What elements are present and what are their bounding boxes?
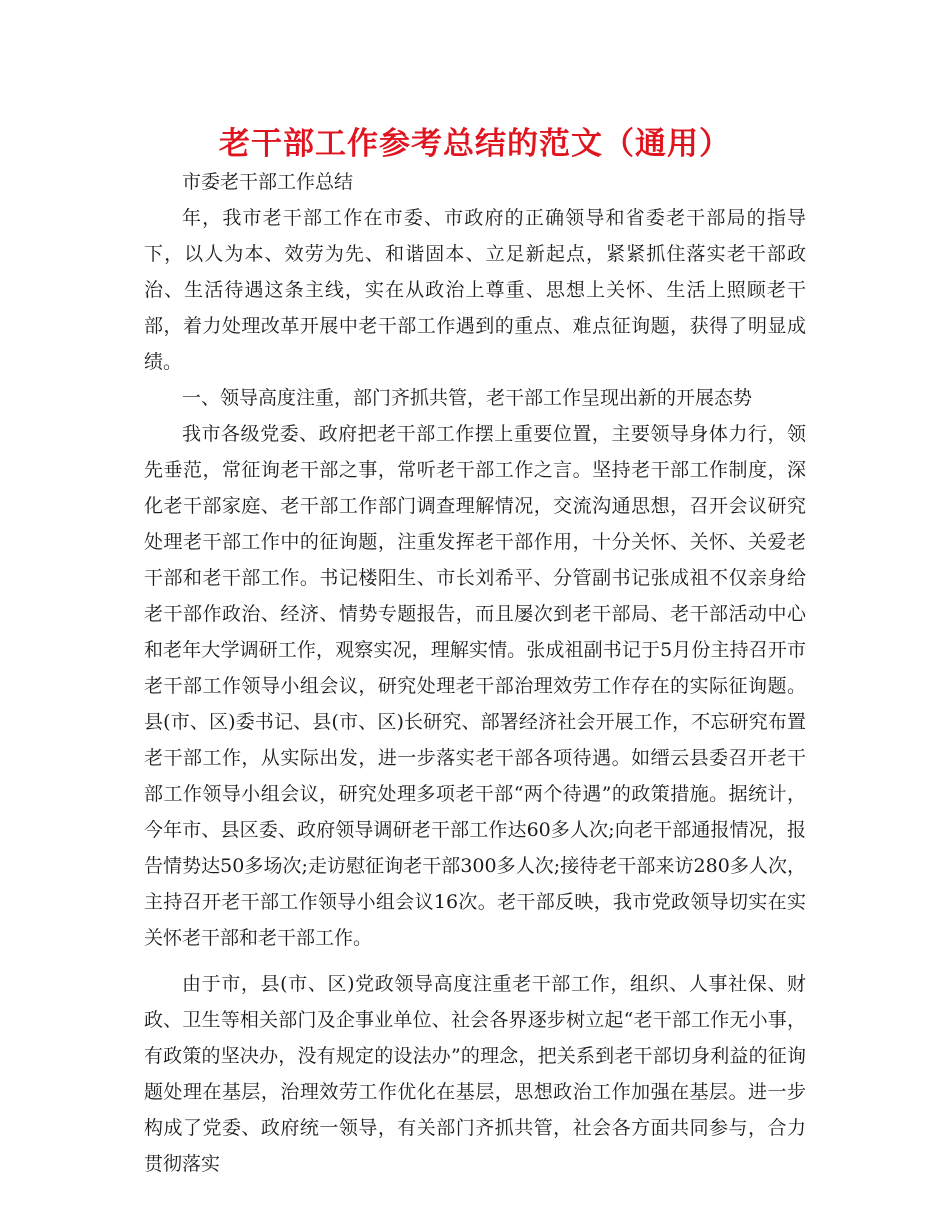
subtitle-paragraph: 市委老干部工作总结 — [182, 171, 354, 193]
body-paragraph: 我市各级党委、政府把老干部工作摆上重要位置，主要领导身体力行，领先垂范，常征询老干部之事，常听老干部工作之言。坚持老干部工作制度，深化老干部家庭、老干部工作部门调查理解情况，交流沟通思想，召开会议研究处理老干部工作中的征询题，注重发挥老干部作用，十分关怀、关怀、关爱老干部和老干部工作。书记楼阳生、市长刘希平、分管副书记张成祖不仅亲身给老干部作政治、经济、情势专题报告，而且屡次到老干部局、老干部活动中心和老年大学调研工作，观察实况，理解实情。张成祖副书记于5月份主持召开市老干部工作领导小组会议，研究处理老干部治理效劳工作存在的实际征询题。县(市、区)委书记、县(市、区)长研究、部署经济社会开展工作，不忘研究布置老干部工作，从实际出发，进一步落实老干部各项待遇。如缙云县委召开老干部工作领导小组会议，研究处理多项老干部“两个待遇”的政策措施。据统计，今年市、县区委、政府领导调研老干部工作达60多人次;向老干部通报情况，报告情势达50多场次;走访慰征询老干部300多人次;接待老干部来访280多人次，主持召开老干部工作领导小组会议16次。老干部反映，我市党政领导切实在实关怀老干部和老干部工作。 — [144, 423, 806, 949]
document-title: 老干部工作参考总结的范文（通用） — [219, 126, 731, 162]
section-heading: 一、领导高度注重，部门齐抓共管，老干部工作呈现出新的开展态势 — [182, 387, 753, 409]
intro-paragraph: 年，我市老干部工作在市委、市政府的正确领导和省委老干部局的指导下，以人为本、效劳为先、和谐固本、立足新起点，紧紧抓住落实老干部政治、生活待遇这条主线，实在从政治上尊重、思想上关怀、生活上照顾老干部，着力处理改革开展中老干部工作遇到的重点、难点征询题，获得了明显成绩。 — [144, 207, 806, 373]
document-body — [144, 164, 806, 1182]
body-paragraph: 由于市，县(市、区)党政领导高度注重老干部工作，组织、人事社保、财政、卫生等相关部门及企事业单位、社会各界逐步树立起“老干部工作无小事，有政策的坚决办，没有规定的设法办”的理念，把关系到老干部切身利益的征询题处理在基层，治理效劳工作优化在基层，思想政治工作加强在基层。进一步构成了党委、政府统一领导，有关部门齐抓共管，社会各方面共同参与，合力贯彻落实 — [144, 973, 806, 1175]
